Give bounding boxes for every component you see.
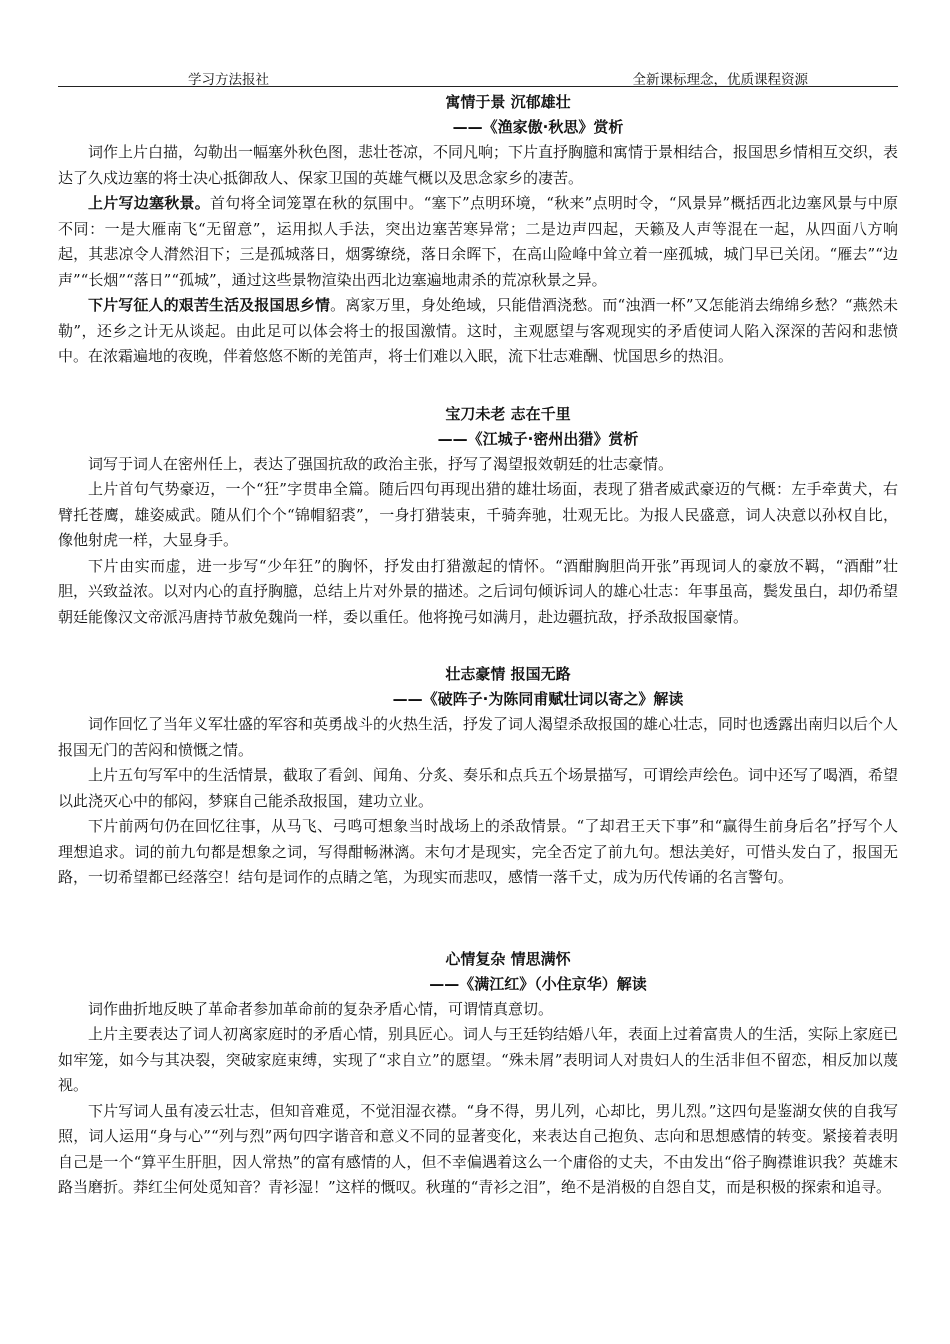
section-jiangchengzi (58, 402, 898, 631)
section-title: 寓情于景 沉郁雄壮 (445, 93, 571, 111)
section-title: 宝刀未老 志在千里 (445, 404, 571, 423)
paragraph: 词作曲折地反映了革命者参加革命前的复杂矛盾心情，可谓情真意切。 (88, 999, 554, 1018)
paragraph: 词作上片白描，勾勒出一幅塞外秋色图，悲壮苍凉，不同凡响；下片直抒胸臆和寓情于景相结合，报国思乡情相互交织，表达了久戍边塞的将士决心抵御敌人、保家卫国的英雄气概以及思念家乡的凄苦。 (58, 143, 899, 187)
section-title: 心情复杂 情思满怀 (445, 949, 571, 968)
document-body (58, 90, 898, 1201)
section-subtitle: ——《满江红》（小住京华）解读 (429, 974, 647, 993)
paragraph-lead: 下片写征人的艰苦生活及报国思乡情 (88, 296, 331, 314)
paragraph: 下片由实而虚，进一步写“少年狂”的胸怀，抒发由打猎激起的情怀。“酒酣胸胆尚开张”再现词人的豪放不羁，“酒酣”壮胆，兴致益浓。以对内心的直抒胸臆，总结上片对外景的描述。之后词句倾诉词人的雄心壮志：年事虽高，鬓发虽白，却仍希望朝廷能像汉文帝派冯唐持节赦免魏尚一样，委以重任。他将挽弓如满月，赴边疆抗敌，抒杀敌报国豪情。 (58, 556, 899, 626)
section-subtitle: ——《渔家傲·秋思》赏析 (452, 118, 624, 136)
paragraph: 下片前两句仍在回忆往事，从马飞、弓鸣可想象当时战场上的杀敌情景。“了却君王天下事”和“赢得生前身后名”抒写个人理想追求。词的前九句都是想象之词，写得酣畅淋漓。末句才是现实，完全否定了前九句。想法美好，可惜头发白了，报国无路，一切希望都已经落空！结句是词作的点睛之笔，为现实而悲叹，感情一落千丈，成为历代传诵的名言警句。 (58, 817, 898, 886)
paragraph: 上片首句气势豪迈，一个“狂”字贯串全篇。随后四句再现出猎的雄壮场面，表现了猎者威武豪迈的气概：左手牵黄犬，右臂托苍鹰，雄姿威武。随从们个个“锦帽貂裘”，一身打猎装束，千骑奔驰，壮观无比。为报人民盛意，词人决意以孙权自比，像他射虎一样，大显身手。 (58, 480, 898, 549)
section-pozhenzi (58, 662, 898, 891)
paragraph-text: 。离家万里，身处绝域，只能借酒浇愁。而“浊酒一杯”又怎能消去绵绵乡愁？“燕然未勒”，还乡之计无从谈起。由此足可以体会将士的报国激情。这时，主观愿望与客观现实的矛盾使词人陷入深深的苦闷和悲愤中。在浓霜遍地的夜晚，伴着悠悠不断的羌笛声，将士们难以入眠，流下壮志难酬、忧国思乡的热泪。 (58, 296, 898, 365)
paragraph (58, 293, 898, 370)
section-subtitle: ——《破阵子·为陈同甫赋壮词以寄之》解读 (392, 690, 684, 708)
paragraph-text: 首句将全词笼罩在秋的氛围中。“塞下”点明环境，“秋来”点明时令，“风景异”概括西北边塞风景与中原不同：一是大雁南飞“无留意”，运用拟人手法，突出边塞苦寒异常；二是边声四起，天籁及人声等混在一起，从四面八方响起，其悲凉令人潸然泪下；三是孤城落日，烟雾缭绕，落日余晖下，在高山险峰中耸立着一座孤城，城门早已关闭。“雁去”“边声”“长烟”“落日”“孤城”，通过这些景物渲染出西北边塞遍地肃杀的荒凉秋景之异。 (58, 194, 898, 289)
paragraph: 下片写词人虽有凌云壮志，但知音难觅，不觉泪湿衣襟。“身不得，男儿列，心却比，男儿烈。”这四句是鉴湖女侠的自我写照，词人运用“身与心”“列与烈”两句四字谐音和意义不同的显著变化，来表达自己抱负、志向和思想感情的转变。紧接着表明自己是一个“算平生肝胆，因人常热”的富有感情的人，但不幸偏遇着这么一个庸俗的丈夫，不由发出“俗子胸襟谁识我？英雄末路当磨折。莽红尘何处觅知音？青衫湿！”这样的慨叹。秋瑾的“青衫之泪”，绝不是消极的自怨自艾，而是积极的探索和追寻。 (58, 1101, 898, 1196)
section-title: 壮志豪情 报国无路 (445, 665, 571, 683)
section-manjianghong (58, 947, 898, 1201)
header-publisher: 学习方法报社 (188, 72, 269, 88)
section-yujiaao (58, 90, 898, 370)
header-slogan: 全新课标理念，优质课程资源 (632, 72, 808, 88)
paragraph (58, 191, 898, 293)
section-subtitle: ——《江城子·密州出猎》赏析 (437, 429, 639, 448)
paragraph: 上片主要表达了词人初离家庭时的矛盾心情，别具匠心。词人与王廷钧结婚八年，表面上过着富贵人的生活，实际上家庭已如牢笼，如今与其决裂，突破家庭束缚，实现了“求自立”的愿望。“殊未屑”表明词人对贵妇人的生活非但不留恋，相反加以蔑视。 (58, 1025, 899, 1094)
paragraph-lead: 上片写边塞秋景。 (88, 194, 211, 212)
paragraph: 词作回忆了当年义军壮盛的军容和英勇战斗的火热生活，抒发了词人渴望杀敌报国的雄心壮志，同时也透露出南归以后个人报国无门的苦闷和愤慨之情。 (58, 715, 899, 759)
paragraph: 词写于词人在密州任上，表达了强国抗敌的政治主张，抒写了渴望报效朝廷的壮志豪情。 (88, 454, 674, 473)
paragraph: 上片五句写军中的生活情景，截取了看剑、闻角、分炙、奏乐和点兵五个场景描写，可谓绘声绘色。词中还写了喝酒，希望以此浇灭心中的郁闷，梦寐自己能杀敌报国，建功立业。 (58, 766, 899, 810)
page-header (58, 64, 898, 87)
